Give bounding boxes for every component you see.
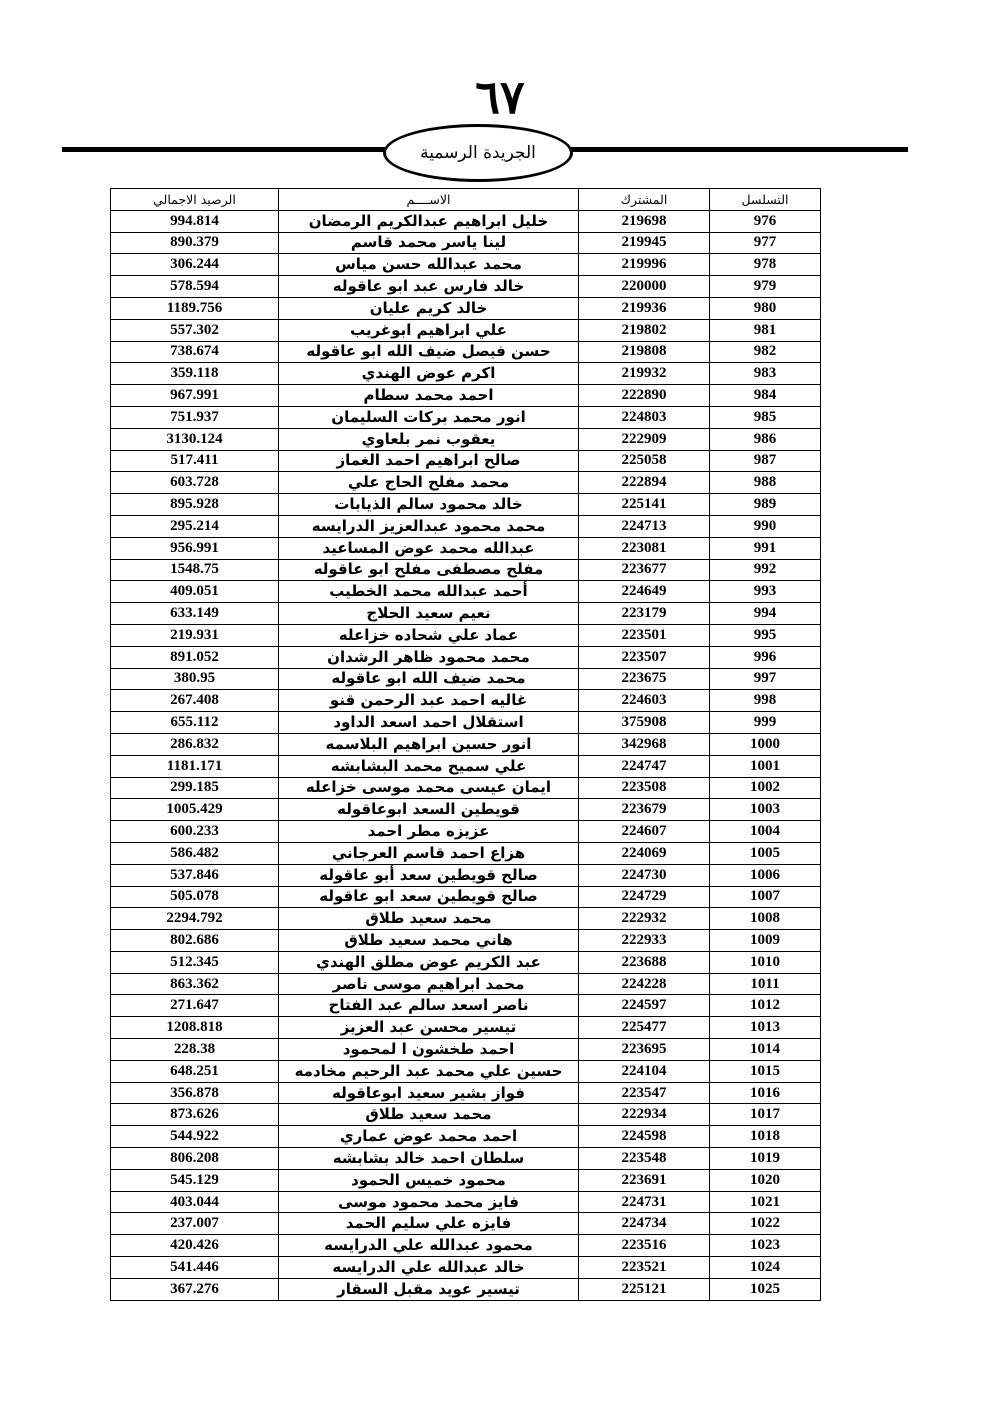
cell-name: قويطين السعد ابوعاقوله bbox=[279, 799, 579, 821]
cell-subscriber: 219808 bbox=[579, 341, 710, 363]
cell-name: انور محمد بركات السليمان bbox=[279, 406, 579, 428]
header-subscriber: المشترك bbox=[579, 189, 710, 211]
cell-subscriber: 224729 bbox=[579, 886, 710, 908]
table-row bbox=[111, 908, 821, 930]
cell-serial: 995 bbox=[710, 624, 821, 646]
table-row bbox=[111, 1060, 821, 1082]
cell-balance: 891.052 bbox=[111, 646, 279, 668]
table-row bbox=[111, 428, 821, 450]
cell-balance: 751.937 bbox=[111, 406, 279, 428]
cell-subscriber: 223677 bbox=[579, 559, 710, 581]
table-row bbox=[111, 1257, 821, 1279]
cell-balance: 2294.792 bbox=[111, 908, 279, 930]
page-number: ٦٧ bbox=[475, 70, 525, 124]
cell-subscriber: 223695 bbox=[579, 1039, 710, 1061]
cell-balance: 3130.124 bbox=[111, 428, 279, 450]
cell-balance: 890.379 bbox=[111, 232, 279, 254]
cell-name: فايزه علي سليم الحمد bbox=[279, 1213, 579, 1235]
cell-name: تيسير محسن عبد العزيز bbox=[279, 1017, 579, 1039]
table-row bbox=[111, 1082, 821, 1104]
cell-name: تيسير عويد مقبل السقار bbox=[279, 1278, 579, 1300]
cell-serial: 1022 bbox=[710, 1213, 821, 1235]
table-row bbox=[111, 733, 821, 755]
cell-serial: 1000 bbox=[710, 733, 821, 755]
cell-balance: 655.112 bbox=[111, 712, 279, 734]
cell-name: علي سميح محمد البشابشه bbox=[279, 755, 579, 777]
table-row bbox=[111, 232, 821, 254]
cell-name: صالح ابراهيم احمد الغماز bbox=[279, 450, 579, 472]
cell-name: محمد سعيد طلاق bbox=[279, 1104, 579, 1126]
cell-balance: 967.991 bbox=[111, 385, 279, 407]
cell-balance: 1181.171 bbox=[111, 755, 279, 777]
cell-balance: 956.991 bbox=[111, 537, 279, 559]
table-row bbox=[111, 821, 821, 843]
cell-balance: 219.931 bbox=[111, 624, 279, 646]
cell-balance: 512.345 bbox=[111, 951, 279, 973]
cell-subscriber: 225477 bbox=[579, 1017, 710, 1039]
cell-serial: 996 bbox=[710, 646, 821, 668]
cell-subscriber: 224803 bbox=[579, 406, 710, 428]
table-row bbox=[111, 951, 821, 973]
table-row bbox=[111, 363, 821, 385]
table-row bbox=[111, 1191, 821, 1213]
cell-subscriber: 222934 bbox=[579, 1104, 710, 1126]
cell-serial: 984 bbox=[710, 385, 821, 407]
cell-name: احمد محمد سطام bbox=[279, 385, 579, 407]
cell-name: محمد عبدالله حسن مياس bbox=[279, 254, 579, 276]
cell-balance: 578.594 bbox=[111, 276, 279, 298]
cell-balance: 537.846 bbox=[111, 864, 279, 886]
cell-balance: 802.686 bbox=[111, 930, 279, 952]
cell-balance: 586.482 bbox=[111, 842, 279, 864]
cell-name: صالح قويطين سعد ابو عاقوله bbox=[279, 886, 579, 908]
cell-serial: 985 bbox=[710, 406, 821, 428]
cell-name: هاني محمد سعيد طلاق bbox=[279, 930, 579, 952]
cell-balance: 367.276 bbox=[111, 1278, 279, 1300]
cell-subscriber: 219698 bbox=[579, 210, 710, 232]
cell-balance: 545.129 bbox=[111, 1169, 279, 1191]
table-row bbox=[111, 581, 821, 603]
table-row bbox=[111, 494, 821, 516]
cell-subscriber: 219936 bbox=[579, 297, 710, 319]
cell-balance: 863.362 bbox=[111, 973, 279, 995]
table-row bbox=[111, 1278, 821, 1300]
table-row bbox=[111, 254, 821, 276]
cell-name: محمد محمود ظاهر الرشدان bbox=[279, 646, 579, 668]
cell-serial: 998 bbox=[710, 690, 821, 712]
cell-subscriber: 222932 bbox=[579, 908, 710, 930]
table-row bbox=[111, 1017, 821, 1039]
table-row bbox=[111, 1104, 821, 1126]
cell-serial: 986 bbox=[710, 428, 821, 450]
cell-serial: 980 bbox=[710, 297, 821, 319]
cell-balance: 544.922 bbox=[111, 1126, 279, 1148]
cell-name: محمود خميس الحمود bbox=[279, 1169, 579, 1191]
table-row bbox=[111, 886, 821, 908]
cell-serial: 1012 bbox=[710, 995, 821, 1017]
cell-serial: 1008 bbox=[710, 908, 821, 930]
cell-name: لينا ياسر محمد قاسم bbox=[279, 232, 579, 254]
cell-balance: 895.928 bbox=[111, 494, 279, 516]
table-row bbox=[111, 1213, 821, 1235]
cell-subscriber: 223547 bbox=[579, 1082, 710, 1104]
cell-balance: 517.411 bbox=[111, 450, 279, 472]
cell-serial: 1017 bbox=[710, 1104, 821, 1126]
table-row bbox=[111, 406, 821, 428]
cell-subscriber: 223548 bbox=[579, 1148, 710, 1170]
table-row bbox=[111, 1039, 821, 1061]
cell-balance: 403.044 bbox=[111, 1191, 279, 1213]
cell-balance: 1548.75 bbox=[111, 559, 279, 581]
header-serial: التسلسل bbox=[710, 189, 821, 211]
cell-balance: 267.408 bbox=[111, 690, 279, 712]
cell-name: علي ابراهيم ابوغريب bbox=[279, 319, 579, 341]
cell-name: عبد الكريم عوض مطلق الهندي bbox=[279, 951, 579, 973]
cell-balance: 409.051 bbox=[111, 581, 279, 603]
cell-subscriber: 224649 bbox=[579, 581, 710, 603]
table-row bbox=[111, 799, 821, 821]
cell-serial: 1020 bbox=[710, 1169, 821, 1191]
cell-subscriber: 223081 bbox=[579, 537, 710, 559]
cell-balance: 295.214 bbox=[111, 515, 279, 537]
cell-serial: 993 bbox=[710, 581, 821, 603]
cell-balance: 286.832 bbox=[111, 733, 279, 755]
cell-serial: 987 bbox=[710, 450, 821, 472]
cell-subscriber: 223508 bbox=[579, 777, 710, 799]
cell-subscriber: 223501 bbox=[579, 624, 710, 646]
cell-serial: 1007 bbox=[710, 886, 821, 908]
cell-name: غاليه احمد عبد الرحمن قنو bbox=[279, 690, 579, 712]
cell-name: محمد مفلح الحاج علي bbox=[279, 472, 579, 494]
table-row bbox=[111, 385, 821, 407]
cell-balance: 541.446 bbox=[111, 1257, 279, 1279]
cell-subscriber: 224603 bbox=[579, 690, 710, 712]
cell-serial: 992 bbox=[710, 559, 821, 581]
cell-serial: 990 bbox=[710, 515, 821, 537]
cell-serial: 991 bbox=[710, 537, 821, 559]
table-row bbox=[111, 864, 821, 886]
cell-subscriber: 224598 bbox=[579, 1126, 710, 1148]
cell-subscriber: 222894 bbox=[579, 472, 710, 494]
cell-serial: 1021 bbox=[710, 1191, 821, 1213]
cell-subscriber: 222933 bbox=[579, 930, 710, 952]
cell-serial: 1019 bbox=[710, 1148, 821, 1170]
cell-subscriber: 342968 bbox=[579, 733, 710, 755]
table-row bbox=[111, 690, 821, 712]
cell-subscriber: 223691 bbox=[579, 1169, 710, 1191]
cell-serial: 982 bbox=[710, 341, 821, 363]
table-row bbox=[111, 1126, 821, 1148]
cell-balance: 228.38 bbox=[111, 1039, 279, 1061]
cell-serial: 1004 bbox=[710, 821, 821, 843]
cell-subscriber: 222890 bbox=[579, 385, 710, 407]
cell-balance: 359.118 bbox=[111, 363, 279, 385]
cell-name: خالد محمود سالم الذيابات bbox=[279, 494, 579, 516]
cell-serial: 1013 bbox=[710, 1017, 821, 1039]
header-name: الاســــم bbox=[279, 189, 579, 211]
cell-subscriber: 223688 bbox=[579, 951, 710, 973]
cell-subscriber: 224104 bbox=[579, 1060, 710, 1082]
table-row bbox=[111, 319, 821, 341]
table-row bbox=[111, 450, 821, 472]
cell-name: فواز بشير سعيد ابوعاقوله bbox=[279, 1082, 579, 1104]
cell-name: خليل ابراهيم عبدالكريم الرمضان bbox=[279, 210, 579, 232]
cell-serial: 1015 bbox=[710, 1060, 821, 1082]
cell-subscriber: 225058 bbox=[579, 450, 710, 472]
header-balance: الرصيد الاجمالي bbox=[111, 189, 279, 211]
gazette-title: الجريدة الرسمية bbox=[420, 143, 536, 163]
cell-name: حسين علي محمد عبد الرحيم مخادمه bbox=[279, 1060, 579, 1082]
cell-subscriber: 225141 bbox=[579, 494, 710, 516]
cell-serial: 1018 bbox=[710, 1126, 821, 1148]
table-row bbox=[111, 297, 821, 319]
table-row bbox=[111, 842, 821, 864]
table-row bbox=[111, 276, 821, 298]
cell-serial: 1016 bbox=[710, 1082, 821, 1104]
cell-subscriber: 223675 bbox=[579, 668, 710, 690]
table-row bbox=[111, 341, 821, 363]
table-row bbox=[111, 515, 821, 537]
cell-name: ناصر اسعد سالم عبد الفتاح bbox=[279, 995, 579, 1017]
subscribers-table bbox=[110, 188, 821, 1301]
cell-subscriber: 220000 bbox=[579, 276, 710, 298]
cell-name: محمد ضيف الله ابو عاقوله bbox=[279, 668, 579, 690]
cell-name: خالد عبدالله علي الدرايسه bbox=[279, 1257, 579, 1279]
table-header-row bbox=[111, 189, 821, 211]
cell-subscriber: 224597 bbox=[579, 995, 710, 1017]
gazette-title-oval bbox=[383, 124, 573, 182]
cell-subscriber: 223507 bbox=[579, 646, 710, 668]
table-row bbox=[111, 624, 821, 646]
cell-balance: 1189.756 bbox=[111, 297, 279, 319]
table-row bbox=[111, 537, 821, 559]
cell-serial: 1023 bbox=[710, 1235, 821, 1257]
cell-subscriber: 224228 bbox=[579, 973, 710, 995]
cell-name: أحمد عبدالله محمد الخطيب bbox=[279, 581, 579, 603]
cell-balance: 600.233 bbox=[111, 821, 279, 843]
table-row bbox=[111, 1169, 821, 1191]
table-row bbox=[111, 210, 821, 232]
table-row bbox=[111, 777, 821, 799]
cell-serial: 988 bbox=[710, 472, 821, 494]
cell-serial: 1014 bbox=[710, 1039, 821, 1061]
cell-subscriber: 223521 bbox=[579, 1257, 710, 1279]
cell-balance: 648.251 bbox=[111, 1060, 279, 1082]
cell-name: سلطان احمد خالد بشابشه bbox=[279, 1148, 579, 1170]
cell-balance: 356.878 bbox=[111, 1082, 279, 1104]
cell-serial: 1002 bbox=[710, 777, 821, 799]
cell-name: احمد طخشون ا لمحمود bbox=[279, 1039, 579, 1061]
cell-balance: 1208.818 bbox=[111, 1017, 279, 1039]
cell-serial: 999 bbox=[710, 712, 821, 734]
cell-serial: 1009 bbox=[710, 930, 821, 952]
cell-subscriber: 223179 bbox=[579, 603, 710, 625]
cell-serial: 1011 bbox=[710, 973, 821, 995]
cell-balance: 380.95 bbox=[111, 668, 279, 690]
cell-name: خالد فارس عبد ابو عاقوله bbox=[279, 276, 579, 298]
cell-name: محمود عبدالله علي الدرايسه bbox=[279, 1235, 579, 1257]
cell-subscriber: 223679 bbox=[579, 799, 710, 821]
table-row bbox=[111, 995, 821, 1017]
cell-name: نعيم سعيد الحلاج bbox=[279, 603, 579, 625]
cell-balance: 420.426 bbox=[111, 1235, 279, 1257]
cell-subscriber: 219802 bbox=[579, 319, 710, 341]
cell-balance: 306.244 bbox=[111, 254, 279, 276]
cell-serial: 1006 bbox=[710, 864, 821, 886]
table-row bbox=[111, 559, 821, 581]
cell-balance: 1005.429 bbox=[111, 799, 279, 821]
cell-name: استقلال احمد اسعد الداود bbox=[279, 712, 579, 734]
cell-serial: 1025 bbox=[710, 1278, 821, 1300]
table-row bbox=[111, 1148, 821, 1170]
cell-serial: 1003 bbox=[710, 799, 821, 821]
cell-balance: 505.078 bbox=[111, 886, 279, 908]
cell-serial: 981 bbox=[710, 319, 821, 341]
cell-name: احمد محمد عوض عماري bbox=[279, 1126, 579, 1148]
cell-name: عزيزه مطر احمد bbox=[279, 821, 579, 843]
table-row bbox=[111, 603, 821, 625]
table-row bbox=[111, 712, 821, 734]
cell-name: فايز محمد محمود موسى bbox=[279, 1191, 579, 1213]
cell-serial: 1010 bbox=[710, 951, 821, 973]
cell-balance: 806.208 bbox=[111, 1148, 279, 1170]
cell-name: يعقوب نمر بلعاوي bbox=[279, 428, 579, 450]
cell-serial: 983 bbox=[710, 363, 821, 385]
cell-name: اكرم عوض الهندي bbox=[279, 363, 579, 385]
cell-subscriber: 219996 bbox=[579, 254, 710, 276]
cell-subscriber: 224730 bbox=[579, 864, 710, 886]
cell-name: هزاع احمد قاسم العرجاني bbox=[279, 842, 579, 864]
cell-name: حسن فيصل ضيف الله ابو عاقوله bbox=[279, 341, 579, 363]
cell-balance: 299.185 bbox=[111, 777, 279, 799]
cell-balance: 873.626 bbox=[111, 1104, 279, 1126]
cell-balance: 603.728 bbox=[111, 472, 279, 494]
cell-serial: 1001 bbox=[710, 755, 821, 777]
cell-subscriber: 224713 bbox=[579, 515, 710, 537]
cell-balance: 557.302 bbox=[111, 319, 279, 341]
cell-balance: 271.647 bbox=[111, 995, 279, 1017]
cell-serial: 978 bbox=[710, 254, 821, 276]
cell-balance: 237.007 bbox=[111, 1213, 279, 1235]
cell-serial: 977 bbox=[710, 232, 821, 254]
table-row bbox=[111, 1235, 821, 1257]
cell-name: خالد كريم عليان bbox=[279, 297, 579, 319]
cell-subscriber: 224069 bbox=[579, 842, 710, 864]
cell-serial: 1005 bbox=[710, 842, 821, 864]
table-row bbox=[111, 930, 821, 952]
cell-name: انور حسين ابراهيم البلاسمه bbox=[279, 733, 579, 755]
cell-subscriber: 224731 bbox=[579, 1191, 710, 1213]
cell-serial: 994 bbox=[710, 603, 821, 625]
cell-subscriber: 223516 bbox=[579, 1235, 710, 1257]
cell-subscriber: 224747 bbox=[579, 755, 710, 777]
cell-serial: 989 bbox=[710, 494, 821, 516]
table-row bbox=[111, 668, 821, 690]
table-row bbox=[111, 646, 821, 668]
cell-subscriber: 224734 bbox=[579, 1213, 710, 1235]
cell-name: عماد علي شحاده خزاعله bbox=[279, 624, 579, 646]
cell-serial: 979 bbox=[710, 276, 821, 298]
cell-name: مفلح مصطفى مفلح ابو عاقوله bbox=[279, 559, 579, 581]
cell-subscriber: 219945 bbox=[579, 232, 710, 254]
table-row bbox=[111, 472, 821, 494]
cell-subscriber: 375908 bbox=[579, 712, 710, 734]
cell-name: ايمان عيسى محمد موسى خزاعله bbox=[279, 777, 579, 799]
cell-serial: 1024 bbox=[710, 1257, 821, 1279]
cell-serial: 976 bbox=[710, 210, 821, 232]
cell-subscriber: 225121 bbox=[579, 1278, 710, 1300]
cell-subscriber: 219932 bbox=[579, 363, 710, 385]
cell-name: صالح قويطين سعد أبو عاقوله bbox=[279, 864, 579, 886]
cell-subscriber: 222909 bbox=[579, 428, 710, 450]
table-row bbox=[111, 755, 821, 777]
table-row bbox=[111, 973, 821, 995]
cell-subscriber: 224607 bbox=[579, 821, 710, 843]
cell-balance: 633.149 bbox=[111, 603, 279, 625]
cell-name: عبدالله محمد عوض المساعيد bbox=[279, 537, 579, 559]
cell-name: محمد محمود عبدالعزيز الدرايسه bbox=[279, 515, 579, 537]
cell-balance: 738.674 bbox=[111, 341, 279, 363]
cell-serial: 997 bbox=[710, 668, 821, 690]
cell-balance: 994.814 bbox=[111, 210, 279, 232]
cell-name: محمد ابراهيم موسى ناصر bbox=[279, 973, 579, 995]
cell-name: محمد سعيد طلاق bbox=[279, 908, 579, 930]
